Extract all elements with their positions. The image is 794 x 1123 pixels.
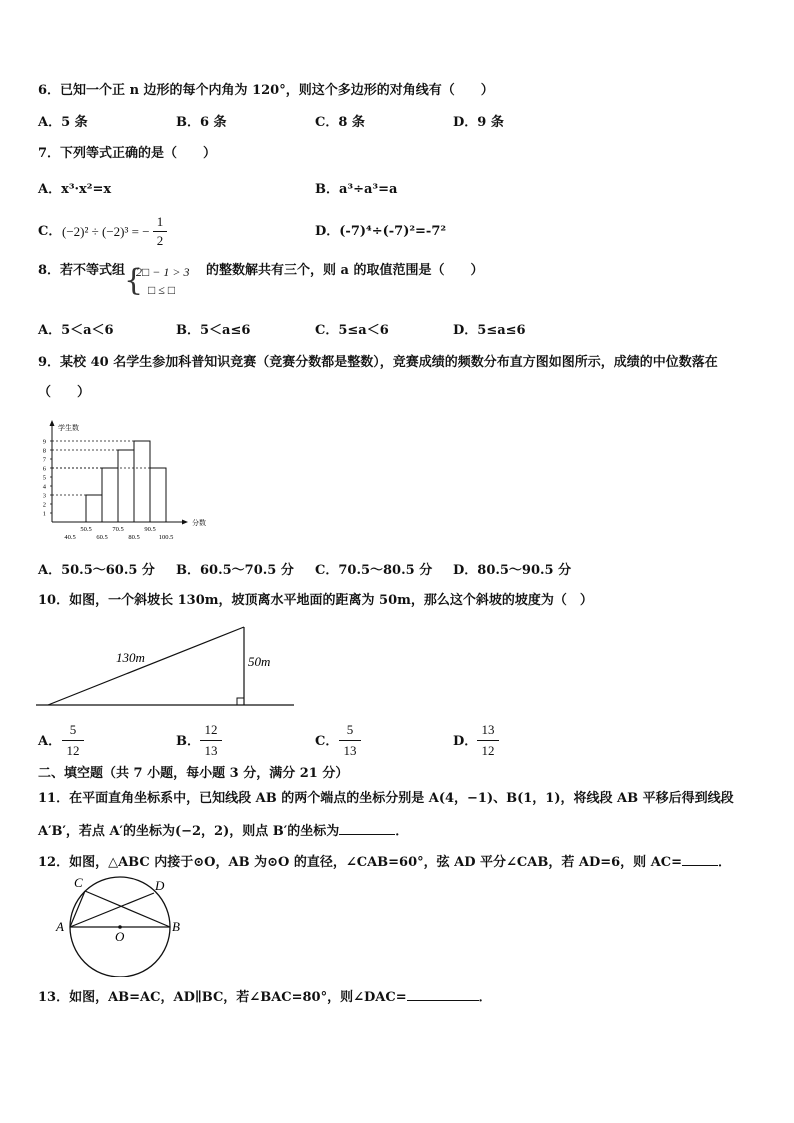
segment-cb [85, 891, 170, 927]
x-axis-arrow-icon [182, 520, 188, 525]
q10-option-d-fraction [473, 722, 503, 759]
fraction-denominator: 12 [481, 743, 495, 758]
x-tick-label: 60.5 [96, 534, 108, 541]
histogram-bar [86, 495, 102, 522]
fraction-bar [200, 740, 222, 741]
q6-option-a: A．5 条 [38, 115, 88, 130]
q7-stem: 7．下列等式正确的是（ ） [38, 146, 217, 161]
q7-option-b: B．a³÷a³=a [315, 182, 398, 197]
fraction-denominator: 12 [66, 743, 80, 758]
q8-option-a: A．5＜a＜6 [38, 323, 114, 338]
histogram-bar [134, 441, 150, 522]
x-tick-label: 70.5 [112, 526, 124, 533]
x-axis-label: 分数 [192, 519, 206, 527]
q10-option-d-letter: D． [453, 734, 478, 749]
system-line-1: 2□ − 1 > 3 [136, 265, 190, 279]
q10-option-c-fraction [335, 722, 365, 759]
y-axis-label: 学生数 [58, 424, 79, 432]
x-tick-label: 80.5 [128, 534, 140, 541]
q12-stem-text: 12．如图，△ABC 内接于⊙O，AB 为⊙O 的直径，∠CAB=60°，弦 AD 平分∠CAB，若 AD=6，则 AC= [38, 855, 683, 870]
y-tick-label: 3 [42, 492, 46, 500]
y-tick-label: 9 [42, 438, 46, 446]
fraction-denominator: 2 [156, 233, 164, 248]
q13-stem [38, 988, 492, 1006]
label-d: D [155, 878, 165, 893]
histogram-chart [32, 418, 212, 546]
q8-stem-end: 的整数解共有三个，则 a 的取值范围是（ ） [206, 263, 484, 278]
q6-option-d: D．9 条 [453, 115, 504, 130]
answer-blank [682, 853, 718, 866]
q6-option-b: B．6 条 [176, 115, 227, 130]
q7-option-d: D．(-7)⁴÷(-7)²=-7² [315, 224, 447, 239]
q12-stem [38, 853, 731, 871]
q6-option-c: C．8 条 [315, 115, 365, 130]
q9-option-c: C．70.5～80.5 分 [315, 563, 433, 578]
x-tick-label: 100.5 [158, 534, 174, 541]
q8-option-d: D．5≤a≤6 [453, 323, 526, 338]
fraction-denominator: 13 [204, 743, 218, 758]
slope-line [48, 627, 244, 705]
q7-option-c-letter: C． [38, 224, 62, 239]
q13-stem-text: 13．如图，AB=AC，AD∥BC，若∠BAC=80°，则∠DAC= [38, 990, 407, 1005]
brace-icon: { [124, 263, 144, 298]
y-tick-label: 8 [42, 447, 46, 455]
height-label: 50m [248, 654, 271, 669]
q9-option-d: D．80.5～90.5 分 [453, 563, 572, 578]
q12-stem-end: ． [718, 855, 732, 870]
q13-stem-end: ． [478, 990, 492, 1005]
section-heading: 二、填空题（共 7 小题，每小题 3 分，满分 21 分） [38, 766, 349, 781]
label-b: B [172, 919, 180, 934]
q11-line2-text: A′B′，若点 A′的坐标为(−2，2)，则点 B′的坐标为 [38, 824, 340, 839]
q11-line2-end: ． [395, 824, 409, 839]
q10-stem: 10．如图，一个斜坡长 130m，坡顶离水平地面的距离为 50m，那么这个斜坡的坡度为（ ） [38, 593, 593, 608]
y-tick-label: 2 [42, 501, 46, 509]
label-a: A [56, 919, 64, 934]
right-angle-mark [237, 698, 244, 705]
q8-option-c: C．5≤a＜6 [315, 323, 389, 338]
histogram-bar [102, 468, 118, 522]
x-tick-label: 50.5 [80, 526, 92, 533]
q7-option-a: A．x³·x²=x [38, 182, 112, 197]
fraction-bar [477, 740, 499, 741]
q7-option-c-fraction [150, 214, 170, 249]
fraction-bar [62, 740, 84, 741]
q11-line2 [38, 822, 408, 840]
x-tick-label: 90.5 [144, 526, 156, 533]
y-tick-label: 6 [42, 465, 46, 473]
q11-line1: 11．在平面直角坐标系中，已知线段 AB 的两个端点的坐标分别是 A(4，−1)、B(1，1)，将线段 AB 平移后得到线段 [38, 791, 734, 806]
answer-blank [407, 988, 479, 1001]
y-tick-label: 7 [42, 456, 46, 464]
q8-option-b: B．5＜a≤6 [176, 323, 251, 338]
y-tick-label: 4 [42, 483, 46, 491]
fraction-numerator: 5 [69, 722, 77, 737]
system-line-2: □ ≤ □ [148, 283, 176, 297]
slope-diagram [36, 620, 306, 710]
fraction-numerator: 13 [481, 722, 495, 737]
y-tick-label: 1 [42, 510, 46, 518]
fraction-bar [339, 740, 361, 741]
histogram-bar [118, 450, 134, 522]
label-o: O [115, 929, 125, 944]
y-tick-label: 5 [42, 474, 46, 482]
slope-length-label: 130m [116, 650, 145, 665]
q10-option-b-fraction [196, 722, 226, 759]
q10-option-a-fraction [58, 722, 88, 759]
q7-option-c-expr: (−2)² ÷ (−2)³ = − [62, 224, 150, 239]
fraction-bar [153, 231, 167, 232]
q6-stem: 6．已知一个正 n 边形的每个内角为 120°，则这个多边形的对角线有（ ） [38, 83, 494, 98]
q10-option-c-letter: C． [315, 734, 339, 749]
x-tick-label: 40.5 [64, 534, 76, 541]
histogram-bar [150, 468, 166, 522]
y-axis-arrow-icon [50, 420, 55, 426]
fraction-numerator: 5 [346, 722, 354, 737]
q9-option-a: A．50.5～60.5 分 [38, 563, 155, 578]
q8-stem-start: 8．若不等式组 [38, 263, 126, 278]
q9-stem-line2: （ ） [38, 385, 91, 400]
fraction-numerator: 1 [156, 214, 164, 229]
fraction-denominator: 13 [343, 743, 357, 758]
q10-option-a-letter: A． [38, 734, 62, 749]
q8-inequality-system [124, 263, 204, 301]
label-c: C [74, 875, 83, 890]
q10-option-b-letter: B． [176, 734, 200, 749]
fraction-numerator: 12 [204, 722, 218, 737]
q9-stem-line1: 9．某校 40 名学生参加科普知识竞赛（竞赛分数都是整数），竞赛成绩的频数分布直方图如图所示，成绩的中位数落在 [38, 355, 718, 370]
circle-diagram [52, 873, 192, 977]
answer-blank [339, 822, 395, 835]
q9-option-b: B．60.5～70.5 分 [176, 563, 294, 578]
